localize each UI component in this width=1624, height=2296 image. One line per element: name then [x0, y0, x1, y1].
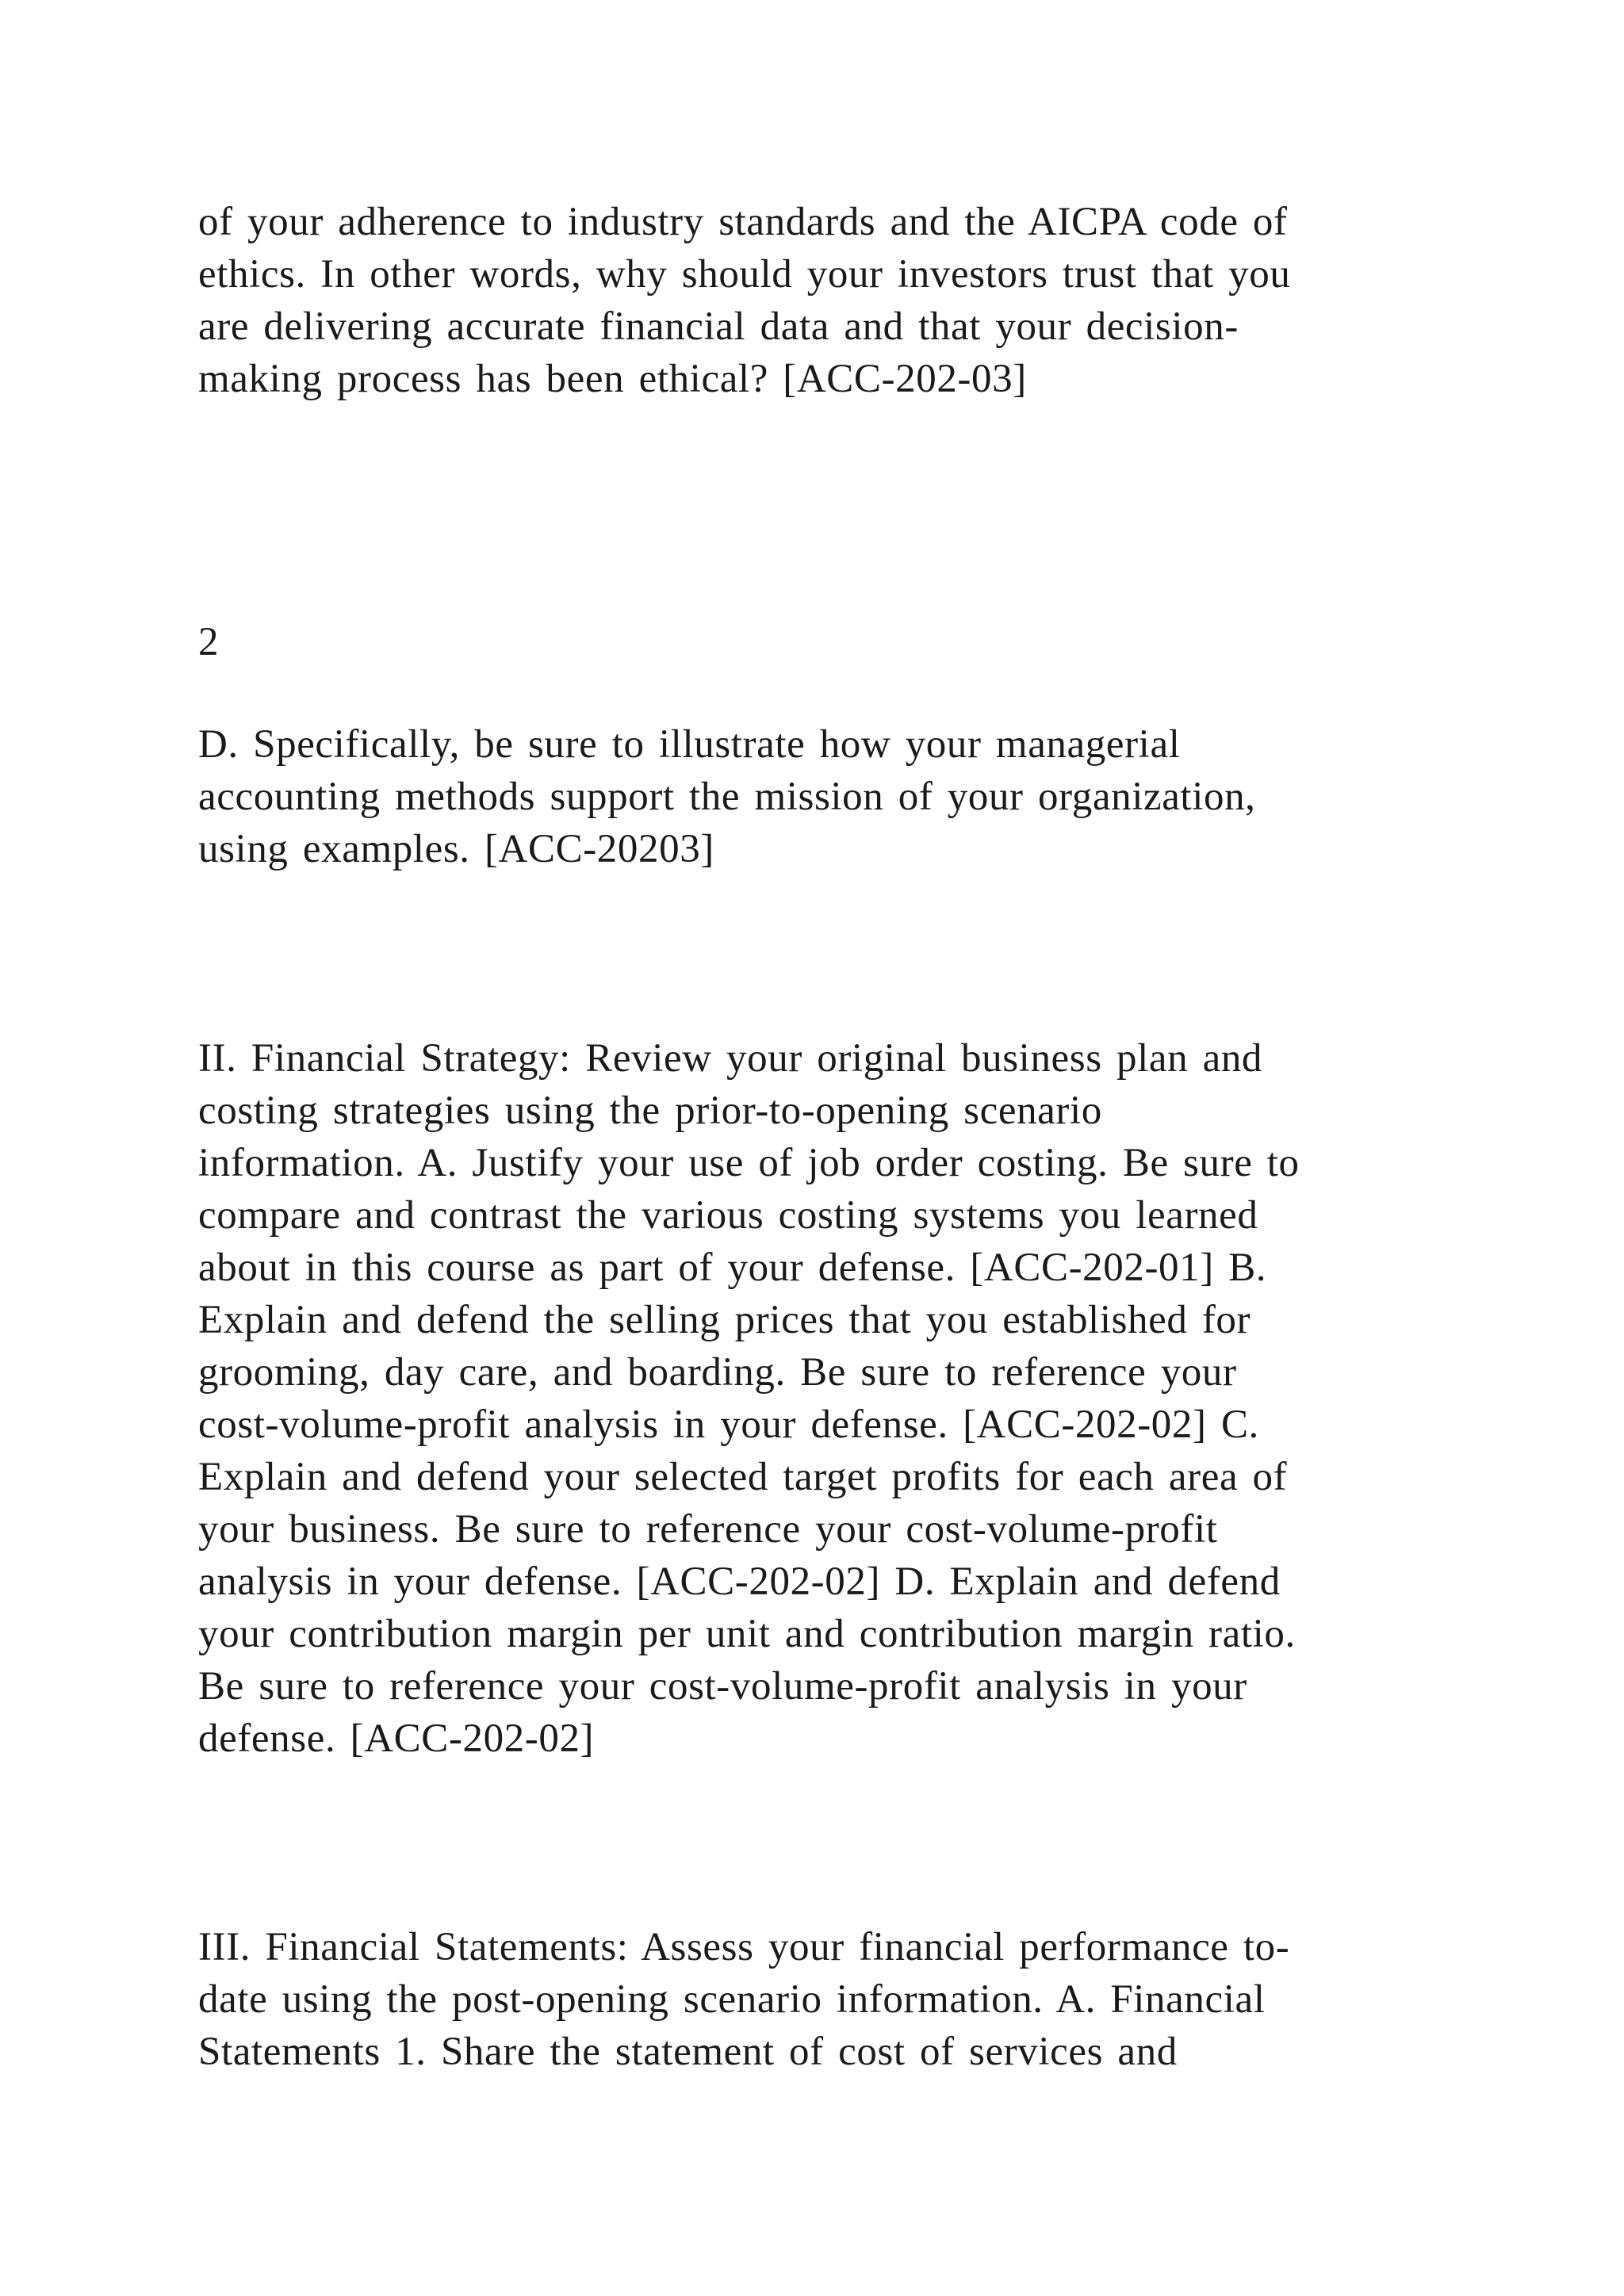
text-line: Be sure to reference your cost-volume-profit analysis in your	[198, 1664, 1247, 1709]
text-line: defense. [ACC-202-02]	[198, 1716, 595, 1761]
text-line: accounting methods support the mission of your organization,	[198, 775, 1256, 819]
text-line: ethics. In other words, why should your investors trust that you	[198, 252, 1291, 297]
page-number: 2	[198, 620, 220, 664]
text-line: your contribution margin per unit and contribution margin ratio.	[198, 1612, 1296, 1656]
text-line: information. A. Justify your use of job order costing. Be sure to	[198, 1141, 1300, 1185]
text-line: III. Financial Statements: Assess your financial performance to-	[198, 1925, 1290, 1969]
text-line: using examples. [ACC-20203]	[198, 827, 714, 871]
text-line: grooming, day care, and boarding. Be sure to reference your	[198, 1350, 1237, 1395]
text-line: D. Specifically, be sure to illustrate how your managerial	[198, 722, 1181, 767]
text-line: are delivering accurate financial data and that your decision-	[198, 304, 1239, 349]
text-line: costing strategies using the prior-to-opening scenario	[198, 1089, 1102, 1133]
text-line: about in this course as part of your defense. [ACC-202-01] B.	[198, 1246, 1267, 1290]
text-line: Explain and defend your selected target profits for each area of	[198, 1455, 1288, 1499]
text-line: II. Financial Strategy: Review your original business plan and	[198, 1036, 1263, 1081]
text-line: analysis in your defense. [ACC-202-02] D. Explain and defend	[198, 1559, 1281, 1604]
text-line: cost-volume-profit analysis in your defense. [ACC-202-02] C.	[198, 1402, 1259, 1447]
text-line: your business. Be sure to reference your cost-volume-profit	[198, 1507, 1218, 1552]
text-line: Statements 1. Share the statement of cost of services and	[198, 2030, 1178, 2074]
text-line: Explain and defend the selling prices that you established for	[198, 1298, 1251, 1342]
text-line: making process has been ethical? [ACC-202-03]	[198, 357, 1027, 401]
text-line: date using the post-opening scenario information. A. Financial	[198, 1977, 1266, 2022]
text-line: of your adherence to industry standards and the AICPA code of	[198, 200, 1288, 244]
text-line: compare and contrast the various costing systems you learned	[198, 1193, 1258, 1238]
